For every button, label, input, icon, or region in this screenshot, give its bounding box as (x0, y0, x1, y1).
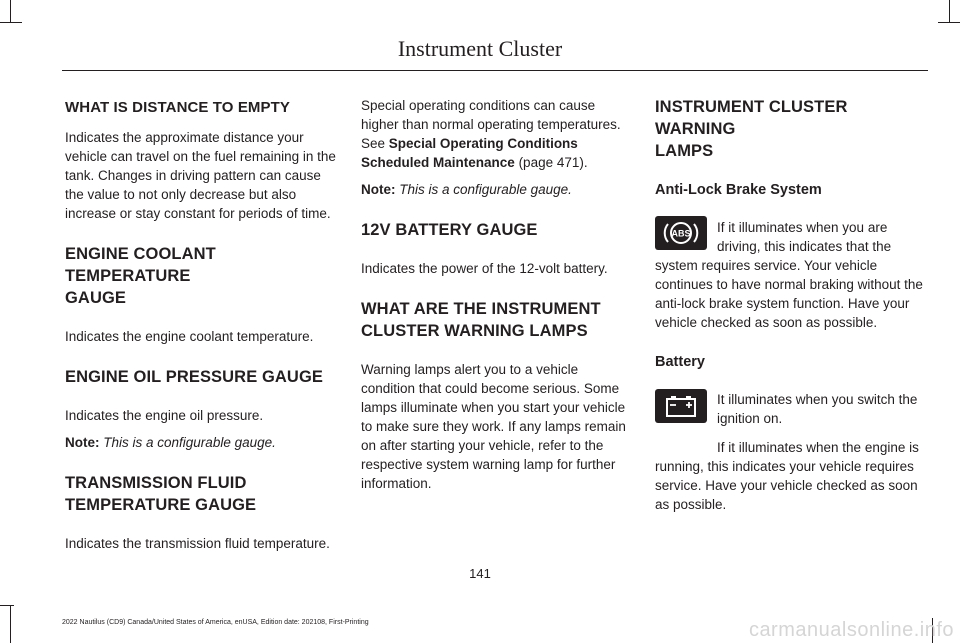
note-label: Note: (361, 182, 396, 197)
page-title: Instrument Cluster (397, 36, 563, 61)
crop-mark (949, 0, 950, 22)
coolant-text: Indicates the engine coolant temperature. (65, 329, 314, 344)
section-heading-cluster-lamps (655, 96, 927, 162)
lamps-heading-line1: INSTRUMENT CLUSTER WARNING (655, 98, 848, 138)
note-text: This is a configurable gauge. (103, 435, 276, 450)
watermark: carmanualsonline.info (748, 619, 954, 641)
coolant-heading-line2: GAUGE (65, 289, 127, 307)
column-3 (655, 96, 927, 514)
section-heading-battery-gauge: 12V BATTERY GAUGE (361, 221, 538, 239)
battery-text-2-content: If it illuminates when the engine is running, this indicates your vehicle requires service. Have your vehicle checked as soon as possible. (655, 440, 919, 512)
section-heading-oil-pressure: ENGINE OIL PRESSURE GAUGE (65, 368, 323, 386)
transmission-text: Indicates the transmission fluid temperature. (65, 536, 330, 551)
crop-mark (938, 22, 960, 23)
warning-heading-line2: CLUSTER WARNING LAMPS (361, 322, 588, 340)
abs-text: If it illuminates when you are driving, this indicates that the system requires service. Your vehicle continues to have normal braking without the anti-lock brake system function. Have your vehicle checked as soon as possible. (655, 220, 923, 330)
battery-heading: Battery (655, 354, 705, 370)
warning-heading-line1: WHAT ARE THE INSTRUMENT (361, 300, 601, 318)
lamps-heading-line2: LAMPS (655, 142, 714, 160)
special-conditions-link[interactable]: Special Operating Conditions Scheduled Maintenance (361, 136, 578, 170)
crop-mark (10, 605, 11, 643)
section-heading-warning-lamps (361, 298, 633, 342)
warning-lamps-text: Warning lamps alert you to a vehicle condition that could become serious. Some lamps illuminate when you start your vehicle to make sure they work. If any lamps remain on after starting your vehicle, refer to the respective system warning lamp for further information. (361, 362, 626, 491)
section-heading-coolant (65, 243, 337, 309)
configurable-note (361, 180, 633, 199)
abs-warning-icon (655, 216, 707, 250)
crop-mark (0, 22, 22, 23)
section-heading-transmission (65, 472, 337, 516)
footer-edition-info: 2022 Nautilus (CD9) Canada/United States of America, enUSA, Edition date: 202108, First-Printing (62, 619, 369, 626)
coolant-heading-line1: ENGINE COOLANT TEMPERATURE (65, 245, 216, 285)
note-text: This is a configurable gauge. (399, 182, 572, 197)
section-heading-distance-to-empty: WHAT IS DISTANCE TO EMPTY (65, 99, 291, 116)
special-conditions-text (361, 96, 633, 172)
abs-block (655, 218, 927, 332)
note-label: Note: (65, 435, 100, 450)
header-divider (62, 70, 928, 71)
crop-mark (10, 0, 11, 22)
special-conditions-page: (page 471). (518, 155, 588, 170)
crop-mark (0, 605, 14, 606)
column-1 (65, 96, 337, 553)
battery-warning-icon (655, 389, 707, 423)
battery-gauge-text: Indicates the power of the 12-volt battery. (361, 261, 608, 276)
oil-pressure-text: Indicates the engine oil pressure. (65, 408, 264, 423)
transmission-heading-line2: TEMPERATURE GAUGE (65, 496, 257, 514)
battery-block (655, 390, 927, 514)
battery-text-2 (655, 438, 927, 514)
oil-note (65, 433, 337, 452)
battery-text-1: It illuminates when you switch the ignition on. (717, 392, 918, 426)
page-number: 141 (469, 566, 491, 581)
transmission-heading-line1: TRANSMISSION FLUID (65, 474, 247, 492)
special-conditions-intro: Special operating conditions can cause higher than normal operating temperatures. See (361, 98, 621, 151)
abs-heading: Anti-Lock Brake System (655, 182, 822, 198)
abs-icon-label: ABS (671, 228, 691, 239)
distance-to-empty-text: Indicates the approximate distance your vehicle can travel on the fuel remaining in the tank. Changes in driving pattern can cause the value to not only decrease but also increase or stay constant for periods of time. (65, 130, 336, 221)
column-2 (361, 96, 633, 493)
